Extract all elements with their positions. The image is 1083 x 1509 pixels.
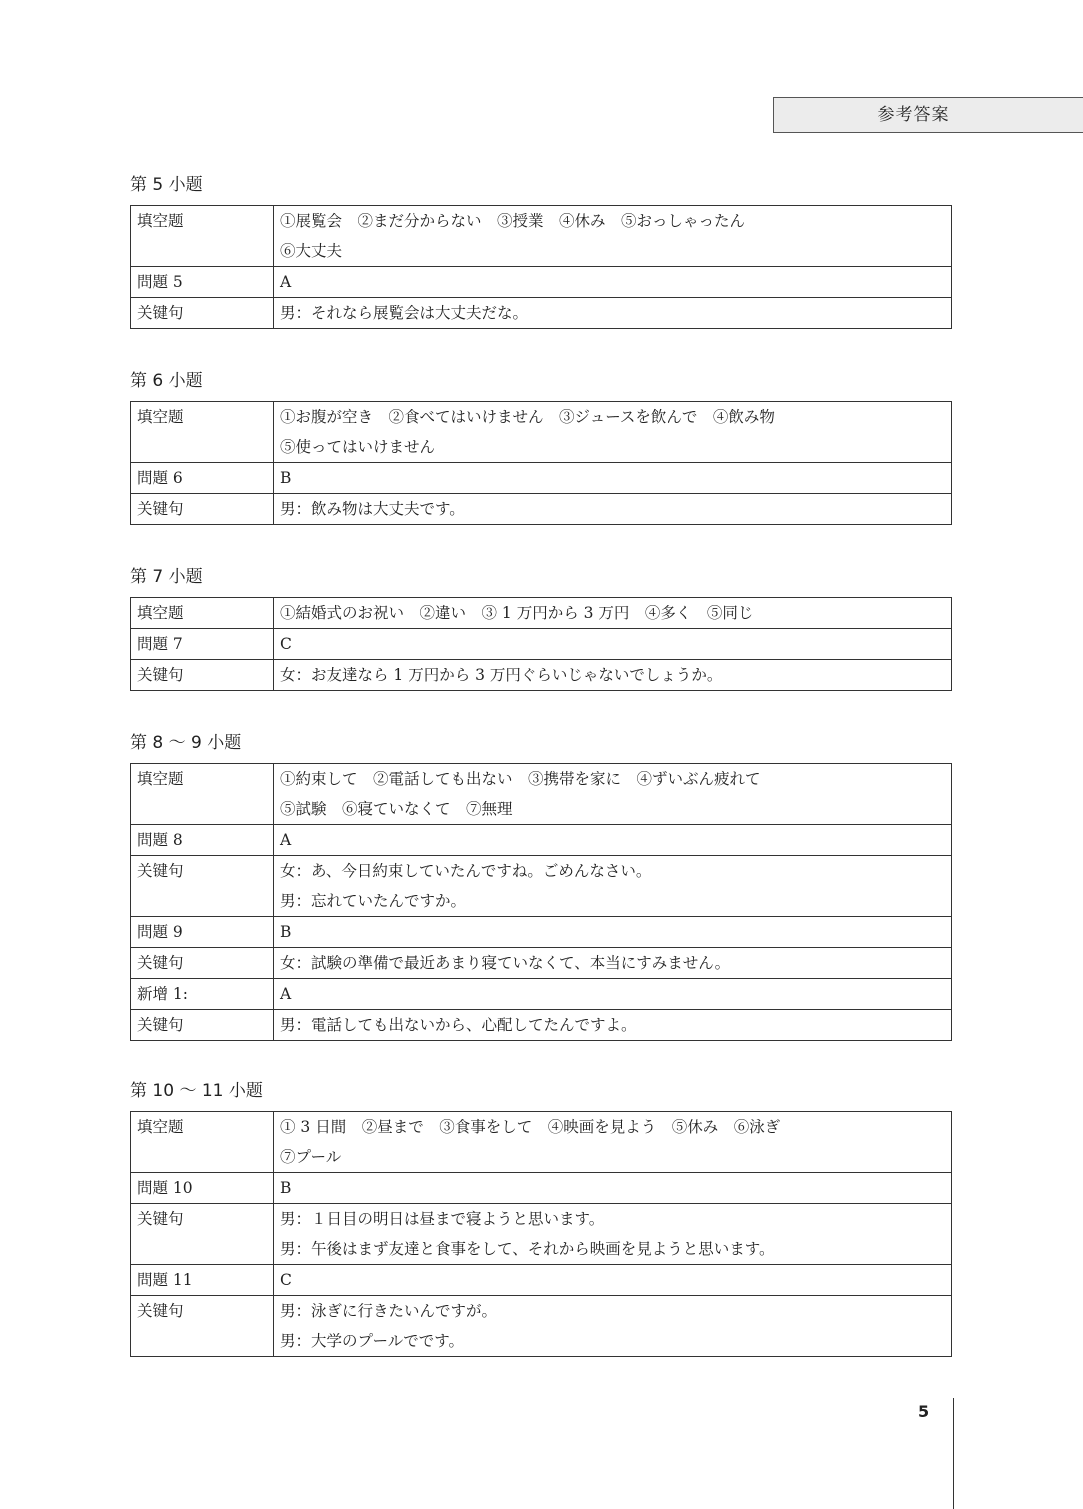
row-label: 关键句 — [131, 660, 274, 691]
page-number: 5 — [918, 1402, 930, 1421]
answer-section — [130, 371, 952, 525]
content-line: A — [280, 831, 292, 849]
table-row — [131, 206, 952, 267]
content-line: C — [280, 635, 292, 653]
table-row — [131, 629, 952, 660]
table-row — [131, 917, 952, 948]
content-line: 男：電話しても出ないから、心配してたんですよ。 — [280, 1016, 637, 1034]
content-line: 男：午後はまず友達と食事をして、それから映画を見ようと思います。 — [280, 1240, 775, 1258]
content-line: ⑤試験 ⑥寝ていなくて ⑦無理 — [280, 800, 513, 818]
row-content — [274, 629, 952, 660]
content-line: 男：忘れていたんですか。 — [280, 892, 467, 910]
row-content — [274, 856, 952, 917]
content-line: 女：お友達なら 1 万円から 3 万円ぐらいじゃないでしょうか。 — [280, 666, 723, 684]
content-line: C — [280, 1271, 292, 1289]
row-content — [274, 917, 952, 948]
table-row — [131, 764, 952, 825]
content-line: 男：飲み物は大丈夫です。 — [280, 500, 465, 518]
content-line: 男：１日目の明日は昼まで寝ようと思います。 — [280, 1210, 605, 1228]
row-label: 关键句 — [131, 298, 274, 329]
row-content — [274, 1296, 952, 1357]
row-label: 关键句 — [131, 856, 274, 917]
row-content — [274, 660, 952, 691]
answer-section — [130, 175, 952, 329]
row-content — [274, 298, 952, 329]
content-line: 女：あ、今日約束していたんですね。ごめんなさい。 — [280, 862, 652, 880]
row-label: 填空题 — [131, 764, 274, 825]
table-row — [131, 1112, 952, 1173]
content-line: A — [280, 273, 292, 291]
content-line: ①約束して ②電話しても出ない ③携帯を家に ④ずいぶん疲れて — [280, 770, 761, 788]
section-title: 第 8 ～ 9 小题 — [130, 733, 242, 753]
content-line: ⑦プール — [280, 1148, 342, 1166]
row-content — [274, 764, 952, 825]
row-content — [274, 402, 952, 463]
row-content — [274, 494, 952, 525]
table-row — [131, 1173, 952, 1204]
content-line: 男：大学のプールでです。 — [280, 1332, 464, 1350]
content-line: ⑥大丈夫 — [280, 242, 343, 260]
content-line: 男：泳ぎに行きたいんですが。 — [280, 1302, 498, 1320]
row-label: 填空题 — [131, 1112, 274, 1173]
content-line: ①展覧会 ②まだ分からない ③授業 ④休み ⑤おっしゃったん — [280, 212, 746, 230]
content-line: B — [280, 469, 292, 487]
row-label: 問題 5 — [131, 267, 274, 298]
row-content — [274, 979, 952, 1010]
row-content — [274, 598, 952, 629]
content-line: ①お腹が空き ②食べてはいけません ③ジュースを飲んで ④飲み物 — [280, 408, 775, 426]
content-line: ⑤使ってはいけません — [280, 438, 436, 456]
row-label: 新增 1: — [131, 979, 274, 1010]
section-title: 第 10 ～ 11 小题 — [130, 1081, 263, 1101]
content-line: ① 3 日間 ②昼まで ③食事をして ④映画を見よう ⑤休み ⑥泳ぎ — [280, 1118, 781, 1136]
row-content — [274, 1204, 952, 1265]
row-label: 关键句 — [131, 1204, 274, 1265]
table-row — [131, 825, 952, 856]
row-content — [274, 825, 952, 856]
row-label: 关键句 — [131, 1010, 274, 1041]
section-title: 第 6 小题 — [130, 371, 203, 391]
row-label: 填空题 — [131, 206, 274, 267]
row-label: 关键句 — [131, 494, 274, 525]
row-content — [274, 1010, 952, 1041]
row-label: 关键句 — [131, 948, 274, 979]
answer-table — [130, 597, 952, 691]
content-line: 女：試験の準備で最近あまり寝ていなくて、本当にすみません。 — [280, 954, 731, 972]
row-content — [274, 267, 952, 298]
table-row — [131, 598, 952, 629]
answer-section — [130, 567, 952, 691]
table-row — [131, 298, 952, 329]
row-label: 問題 11 — [131, 1265, 274, 1296]
table-row — [131, 463, 952, 494]
table-row — [131, 1010, 952, 1041]
table-row — [131, 856, 952, 917]
row-content — [274, 948, 952, 979]
row-label: 填空题 — [131, 598, 274, 629]
section-title: 第 7 小题 — [130, 567, 203, 587]
table-row — [131, 660, 952, 691]
answer-table — [130, 1111, 952, 1357]
row-label: 問題 7 — [131, 629, 274, 660]
answer-table — [130, 763, 952, 1041]
answer-section — [130, 733, 952, 1041]
table-row — [131, 1265, 952, 1296]
row-label: 問題 6 — [131, 463, 274, 494]
section-title: 第 5 小题 — [130, 175, 203, 195]
answer-table — [130, 205, 952, 329]
table-row — [131, 1296, 952, 1357]
content-line: ①結婚式のお祝い ②違い ③ 1 万円から 3 万円 ④多く ⑤同じ — [280, 604, 754, 622]
row-content — [274, 1112, 952, 1173]
answer-table — [130, 401, 952, 525]
content-line: A — [280, 985, 292, 1003]
row-content — [274, 463, 952, 494]
content-line: B — [280, 923, 292, 941]
answer-section — [130, 1081, 952, 1357]
header-tab: 参考答案 — [773, 97, 1083, 133]
row-label: 問題 8 — [131, 825, 274, 856]
row-label: 問題 10 — [131, 1173, 274, 1204]
row-content — [274, 1265, 952, 1296]
table-row — [131, 402, 952, 463]
table-row — [131, 979, 952, 1010]
row-content — [274, 1173, 952, 1204]
table-row — [131, 948, 952, 979]
row-content — [274, 206, 952, 267]
table-row — [131, 1204, 952, 1265]
content-line: 男：それなら展覧会は大丈夫だな。 — [280, 304, 529, 322]
row-label: 問題 9 — [131, 917, 274, 948]
page-rule — [953, 1398, 954, 1509]
row-label: 填空题 — [131, 402, 274, 463]
table-row — [131, 494, 952, 525]
table-row — [131, 267, 952, 298]
content-line: B — [280, 1179, 292, 1197]
row-label: 关键句 — [131, 1296, 274, 1357]
